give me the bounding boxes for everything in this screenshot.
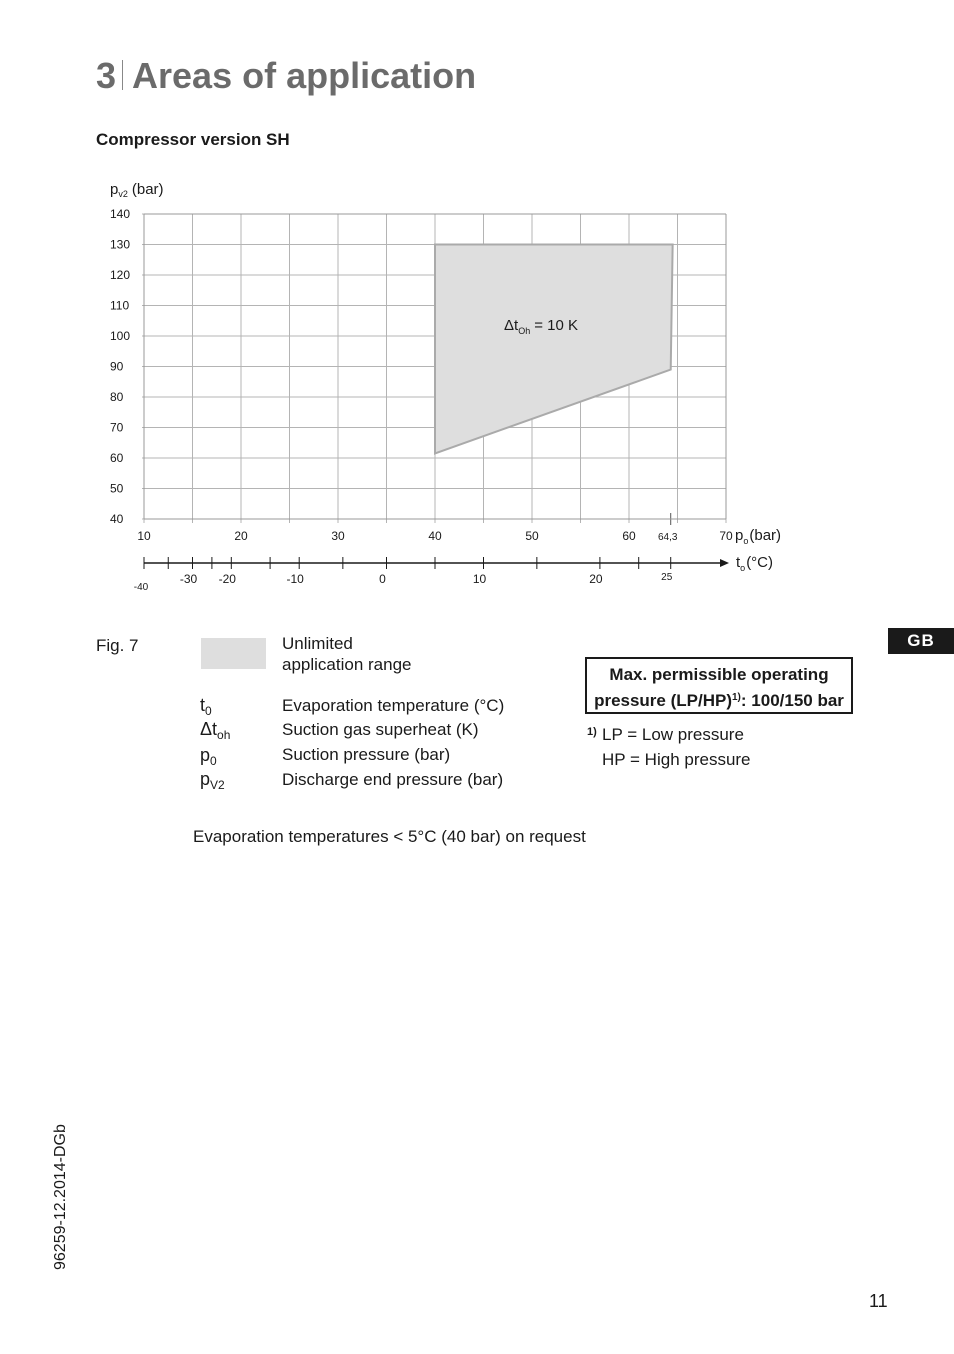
max-pressure-line1: Max. permissible operating: [609, 665, 829, 684]
footnote-mark: 1): [587, 726, 597, 738]
y-tick-label: 90: [110, 359, 124, 374]
y-tick-label: 50: [110, 481, 124, 496]
legend-symbol-pv2: $p_{V2}$: [200, 769, 225, 792]
legend-region-line1: Unlimited: [282, 634, 353, 653]
temperature-tick-label: 20: [589, 572, 603, 586]
x-tick-label: 30: [331, 529, 345, 543]
language-tab: GB: [888, 628, 954, 654]
legend-swatch: [201, 638, 266, 669]
max-pressure-note: [585, 657, 853, 714]
legend-desc-delta-toh: Suction gas superheat (K): [282, 720, 479, 739]
y-tick-label: 40: [110, 512, 124, 526]
y-tick-labels: [110, 207, 130, 526]
legend-region-line2: application range: [282, 655, 412, 674]
figure-label: Fig. 7: [96, 636, 139, 655]
superheat-annotation: $\Delta t_{Oh} = 10$ K: [504, 317, 578, 336]
document-id: 96259-12.2014-DGb: [52, 1124, 69, 1270]
x-tick-label: 40: [428, 529, 442, 543]
x-tick-label: 50: [525, 529, 539, 543]
temperature-tick-label: -20: [218, 572, 236, 586]
y-axis-label: $p_{v2}$ (bar): [110, 181, 164, 199]
y-tick-label: 60: [110, 451, 124, 465]
y-tick-label: 70: [110, 420, 124, 435]
x-tick-label: 10: [137, 529, 151, 543]
legend-symbol-t0: $t_0$: [200, 695, 212, 718]
legend-symbol-p0: $p_0$: [200, 745, 217, 768]
x-axis-label: $p_o(bar)$: [735, 527, 782, 546]
temperature-tick-label: -30: [179, 572, 198, 586]
x-tick-label: 60: [622, 529, 636, 543]
section-number: 3: [96, 55, 117, 96]
x-tick-label: 20: [234, 529, 248, 543]
temperature-axis-label: $t_o(^\circ C)$: [736, 554, 774, 573]
temperature-tick-label: -40: [133, 582, 149, 593]
legend-desc-t0: Evaporation temperature (°C): [282, 696, 505, 715]
temperature-axis: [134, 557, 729, 593]
unlimited-application-region: [435, 245, 673, 454]
y-tick-label: 120: [110, 268, 131, 282]
section-title: Areas of application: [132, 55, 477, 96]
legend-symbol-delta-toh: $\Delta t_{oh}$: [200, 719, 231, 742]
x-extra-tick-label: 64,3: [657, 532, 678, 543]
footnote-lp: LP = Low pressure: [602, 725, 744, 744]
temperature-tick-label: -10: [286, 572, 304, 586]
legend-desc-p0: Suction pressure (bar): [282, 745, 451, 764]
page-number: 11: [869, 1291, 888, 1311]
temperature-tick-label: 25: [661, 572, 673, 583]
x-tick-label: 70: [719, 529, 733, 543]
chart-title: Compressor version SH: [96, 130, 290, 149]
temperature-tick-label: 10: [472, 572, 487, 586]
y-tick-label: 110: [110, 298, 130, 313]
footnote-hp: HP = High pressure: [602, 750, 751, 769]
temperature-axis-arrow: [720, 559, 729, 567]
temperature-tick-label: 0: [379, 572, 386, 586]
legend-region-label: [282, 633, 411, 675]
y-tick-label: 130: [110, 237, 131, 252]
y-tick-label: 140: [110, 207, 131, 221]
y-tick-label: 100: [110, 329, 131, 343]
application-range-chart: [0, 0, 954, 620]
legend-desc-pv2: Discharge end pressure (bar): [282, 770, 504, 789]
x-tick-labels: [137, 529, 733, 543]
max-pressure-line2: pressure $(LP/HP)^{1)}$: 100/150 bar: [594, 691, 844, 710]
evaporation-note: Evaporation temperatures < 5°C (40 bar) on request: [193, 827, 586, 846]
y-tick-label: 80: [110, 390, 124, 404]
